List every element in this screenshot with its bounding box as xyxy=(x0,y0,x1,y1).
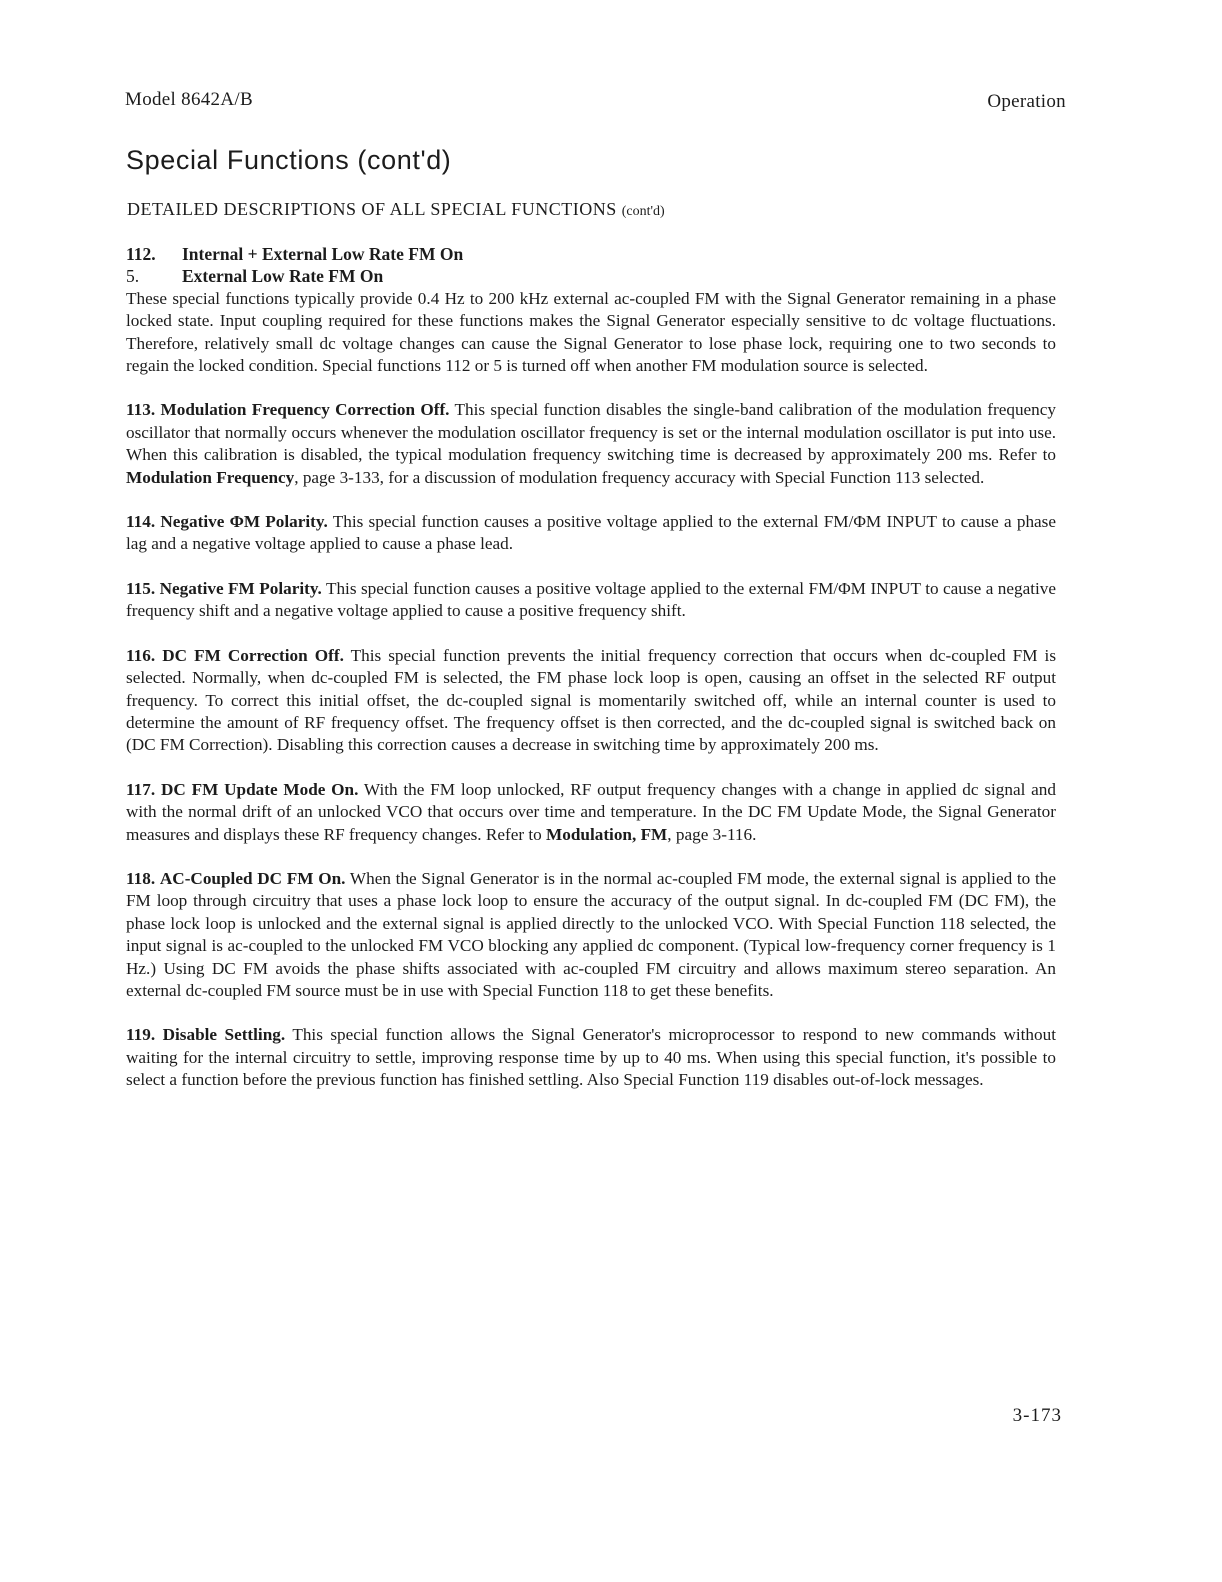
entry-body: This special function prevents the initial frequency correction that occurs when dc-coupled FM is selected. Normally, when dc-coupled FM is selected, the FM phase lock loop is open, causing an offset in the selected RF output frequency. To correct this initial offset, the dc-coupled signal is momentarily switched off, while an internal counter is used to determine the amount of RF frequency offset. The frequency offset is then corrected, and the dc-coupled signal is switched back on (DC FM Correction). Disabling this correction causes a decrease in switching time by approximately 200 ms. xyxy=(126,645,1057,755)
entry-title: Negative FM Polarity. xyxy=(159,578,322,598)
entry-reference: Modulation, FM xyxy=(546,824,668,844)
entry-body: When the Signal Generator is in the normal ac-coupled FM mode, the external signal is applied to the FM loop through circuitry that uses a phase lock loop to ensure the accuracy of the output signal. In dc-coupled FM (DC FM), the phase lock loop is unlocked and the external signal is applied directly to the unlocked VCO. With Special Function 118 selected, the input signal is ac-coupled to the unlocked FM VCO blocking any applied dc component. (Typical low-frequency corner frequency is 1 Hz.) Using DC FM avoids the phase shifts associated with ac-coupled FM circuitry and allows maximum stereo separation. An external dc-coupled FM source must be in use with Special Function 118 to get these benefits. xyxy=(126,868,1056,1000)
entry-title: DC FM Update Mode On. xyxy=(160,779,359,799)
header-model: Model 8642A/B xyxy=(125,89,253,110)
entry-title: Internal + External Low Rate FM On xyxy=(182,244,464,264)
entry-paragraph xyxy=(126,868,1056,1002)
entry-116 xyxy=(126,645,1056,757)
entry-title: Disable Settling. xyxy=(162,1025,286,1045)
page-number: 3-173 xyxy=(1012,1405,1062,1426)
subtitle-main: DETAILED DESCRIPTIONS OF ALL SPECIAL FUNCTIONS xyxy=(127,199,617,219)
entry-title: Negative ΦM Polarity. xyxy=(160,512,328,532)
entry-112-5 xyxy=(126,243,1056,377)
entry-number: 113. xyxy=(126,400,156,420)
header-section: Operation xyxy=(987,91,1066,112)
entry-title: DC FM Correction Off. xyxy=(162,645,344,665)
entry-number: 112. xyxy=(126,244,156,264)
entry-number: 115. xyxy=(126,578,156,598)
entry-title: Modulation Frequency Correction Off. xyxy=(160,400,450,420)
subtitle-cont: (cont'd) xyxy=(621,204,665,219)
entry-paragraph xyxy=(126,399,1056,489)
function-descriptions xyxy=(126,243,1056,1114)
entry-body: This special function causes a positive voltage applied to the external FM/ΦM INPUT to cause a phase lag and a negative voltage applied to cause a phase lead. xyxy=(126,512,1057,554)
entry-119 xyxy=(126,1024,1056,1091)
entry-body: This special function disables the single-band calibration of the modulation frequency oscillator that normally occurs whenever the modulation oscillator frequency is set or the internal modulation oscillator is put into use. When this calibration is disabled, the typical modulation frequency switching time is decreased by approximately 200 ms. Refer to xyxy=(126,400,1056,465)
entry-paragraph xyxy=(126,1024,1056,1091)
entry-114 xyxy=(126,511,1056,556)
entry-paragraph xyxy=(126,511,1056,556)
entry-heading-5 xyxy=(126,265,1056,287)
entry-body: This special function causes a positive voltage applied to the external FM/ΦM INPUT to cause a negative frequency shift and a negative voltage applied to cause a positive frequency shift. xyxy=(126,578,1057,621)
entry-reference: Modulation Frequency xyxy=(126,467,295,487)
entry-body-tail: , page 3-133, for a discussion of modulation frequency accuracy with Special Function 113 selected. xyxy=(294,467,985,487)
entry-paragraph xyxy=(126,578,1056,623)
entry-title: AC-Coupled DC FM On. xyxy=(159,868,346,888)
entry-title: External Low Rate FM On xyxy=(182,266,384,287)
entry-body: These special functions typically provide 0.4 Hz to 200 kHz external ac-coupled FM with the Signal Generator remaining in a phase locked state. Input coupling required for these functions makes the Signal Generator especially sensitive to dc voltage fluctuations. Therefore, relatively small dc voltage changes can cause the Signal Generator to lose phase lock, requiring one to two seconds to regain the locked condition. Special functions 112 or 5 is turned off when another FM modulation source is selected. xyxy=(126,288,1056,376)
entry-body-tail: , page 3-116. xyxy=(667,824,757,844)
entry-paragraph xyxy=(126,645,1056,757)
section-subtitle xyxy=(127,199,665,220)
entry-number: 5. xyxy=(126,266,140,287)
page-title: Special Functions (cont'd) xyxy=(126,145,452,175)
entry-body: This special function allows the Signal Generator's microprocessor to respond to new commands without waiting for the internal circuitry to settle, improving response time by up to 40 ms. When using this special function, it's possible to select a function before the previous function has finished settling. Also Special Function 119 disables out-of-lock messages. xyxy=(126,1025,1056,1090)
entry-paragraph xyxy=(126,779,1056,846)
entry-body: With the FM loop unlocked, RF output frequency changes with a change in applied dc signal and with the normal drift of an unlocked VCO that occurs over time and temperature. In the DC FM Update Mode, the Signal Generator measures and displays these RF frequency changes. Refer to xyxy=(126,779,1056,844)
entry-118 xyxy=(126,868,1056,1002)
entry-number: 114. xyxy=(126,512,156,532)
entry-117 xyxy=(126,779,1056,846)
entry-115 xyxy=(126,578,1056,623)
entry-number: 116. xyxy=(126,645,156,665)
entry-number: 117. xyxy=(126,779,156,799)
entry-113 xyxy=(126,399,1056,489)
entry-number: 118. xyxy=(126,868,156,888)
entry-heading-112 xyxy=(126,243,1056,265)
entry-number: 119. xyxy=(126,1025,156,1045)
